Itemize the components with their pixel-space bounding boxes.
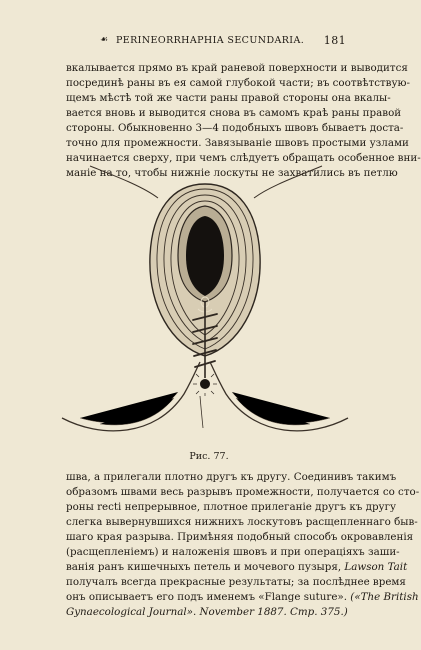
text-line: стороны. Обыкновенно 3—4 подобныхъ швовъ бываетъ доста- — [66, 122, 404, 134]
text-line: начинается сверху, при чемъ слѣдуетъ обращать особенное вни- — [66, 152, 421, 164]
text-line: шаго края разрыва. Примѣняя подобный способъ окровавленія — [66, 531, 414, 543]
citation-open: («The British — [350, 591, 419, 603]
page-number: 181 — [323, 34, 346, 47]
text-line: щемъ мѣстѣ той же части раны правой стороны она вкалы- — [66, 92, 391, 104]
thigh-hatching — [80, 392, 330, 425]
text-fragment: онъ описываетъ его подъ именемъ «Flange suture». — [66, 591, 348, 603]
text-line: шва, а прилегали плотно другъ къ другу. Соединивъ такимъ — [66, 471, 397, 483]
text-fragment: ванія ранъ кишечныхъ петель и мочевого пузыря, — [66, 561, 342, 573]
thigh-contour-left-upper — [90, 166, 158, 198]
running-header — [66, 34, 346, 50]
citation-journal: Gynaecological Journal». November 1887. Стр. 375.) — [66, 606, 348, 618]
text-line: вается вновь и выводится снова въ самомъ краѣ раны правой — [66, 107, 402, 119]
thigh-contour-right-upper — [254, 166, 322, 198]
text-line: получалъ всегда прекрасные результаты; за послѣднее время — [66, 576, 406, 588]
gluteal-cleft — [200, 396, 203, 428]
text-line: маніе на то, чтобы нижніе лоскуты не захватились въ петлю — [66, 167, 398, 179]
text-line: слегка вывернувшихся нижнихъ лоскутовъ расщепленнаго быв- — [66, 516, 418, 528]
figure-77-illustration — [60, 156, 398, 446]
author-name: Lawson Tait — [344, 561, 408, 573]
text-line: вкалывается прямо въ край раневой поверхности и выводится — [66, 62, 408, 74]
text-line: посрединѣ раны въ ея самой глубокой части; въ соотвѣтствую- — [66, 77, 410, 89]
text-line: (расщепленіемъ) и наложенія швовъ и при операціяхъ заши- — [66, 546, 400, 558]
text-line: роны recti непрерывное, плотное прилеганіе другъ къ другу — [66, 501, 397, 513]
text-line: образомъ швами весь разрывъ промежности, получается со сто- — [66, 486, 420, 498]
text-line — [66, 560, 408, 575]
figure-caption: Рис. 77. — [189, 451, 229, 462]
ornament-icon: ☙ — [100, 35, 109, 45]
running-title: PERINEORRHAPHIA SECUNDARIA. — [116, 35, 305, 46]
paragraph-bottom — [66, 470, 420, 620]
text-line — [66, 590, 419, 605]
text-line: точно для промежности. Завязываніе швовъ простыми узлами — [66, 137, 409, 149]
